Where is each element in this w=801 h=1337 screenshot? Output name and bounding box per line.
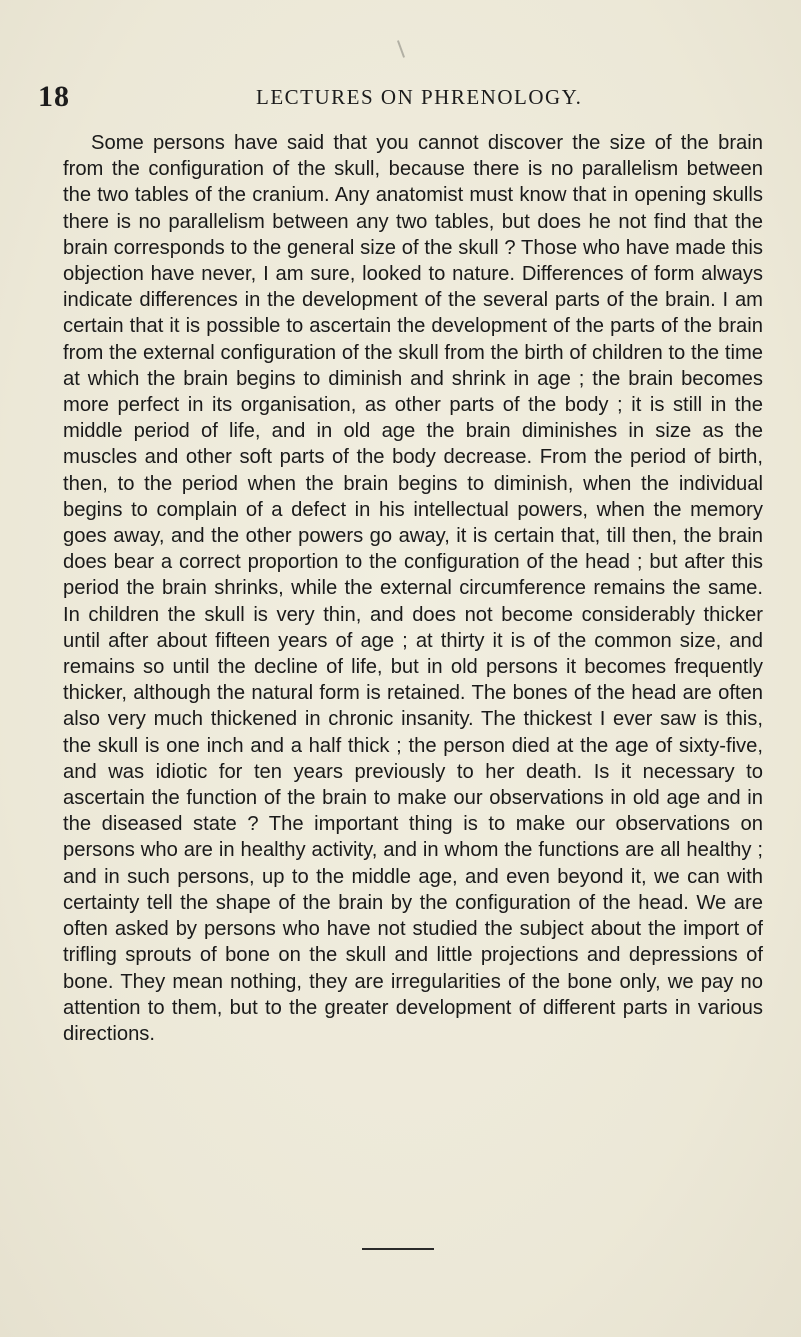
running-title: LECTURES ON PHRENOLOGY. xyxy=(256,85,583,109)
stray-mark xyxy=(397,40,405,58)
page-number: 18 xyxy=(38,80,70,113)
end-rule xyxy=(362,1248,434,1250)
running-header xyxy=(38,80,763,120)
body-paragraph: Some persons have said that you cannot discover the size of the brain from the configuration of the skull, because there is no parallelism between the two tables of the cranium. Any anatomist must know that in opening skulls there is no parallelism between any two tables, but does he not find that the brain corresponds to the general size of the skull ? Those who have made this objection have never, I am sure, looked to nature. Differences of form always indicate differences in the development of the several parts of the brain. I am certain that it is possible to ascertain the development of the parts of the brain from the external configuration of the skull from the birth of children to the time at which the brain begins to diminish and shrink in age ; the brain becomes more perfect in its organisation, as other parts of the body ; it is still in the middle period of life, and in old age the brain diminishes in size as the muscles and other soft parts of the body decrease. From the period of birth, then, to the period when the brain begins to diminish, when the individual begins to complain of a defect in his intellectual powers, when the memory goes away, and the other powers go away, it is certain that, till then, the brain does bear a correct proportion to the configuration of the head ; but after this period the brain shrinks, while the external circumference remains the same. In children the skull is very thin, and does not become considerably thicker until after about fifteen years of age ; at thirty it is of the common size, and remains so until the decline of life, but in old persons it becomes frequently thicker, although the natural form is retained. The bones of the head are often also very much thickened in chronic insanity. The thickest I ever saw is this, the skull is one inch and a half thick ; the person died at the age of sixty-five, and was idiotic for ten years previously to her death. Is it necessary to ascertain the function of the brain to make our observations in old age and in the diseased state ? The important thing is to make our observations on persons who are in healthy activity, and in whom the functions are all healthy ; and in such persons, up to the middle age, and even beyond it, we can with certainty tell the shape of the brain by the configuration of the head. We are often asked by persons who have not studied the subject about the import of trifling sprouts of bone on the skull and little projections and depressions of bone. They mean nothing, they are irregularities of the bone only, we pay no attention to them, but to the greater development of different parts in various directions. xyxy=(63,132,763,1045)
